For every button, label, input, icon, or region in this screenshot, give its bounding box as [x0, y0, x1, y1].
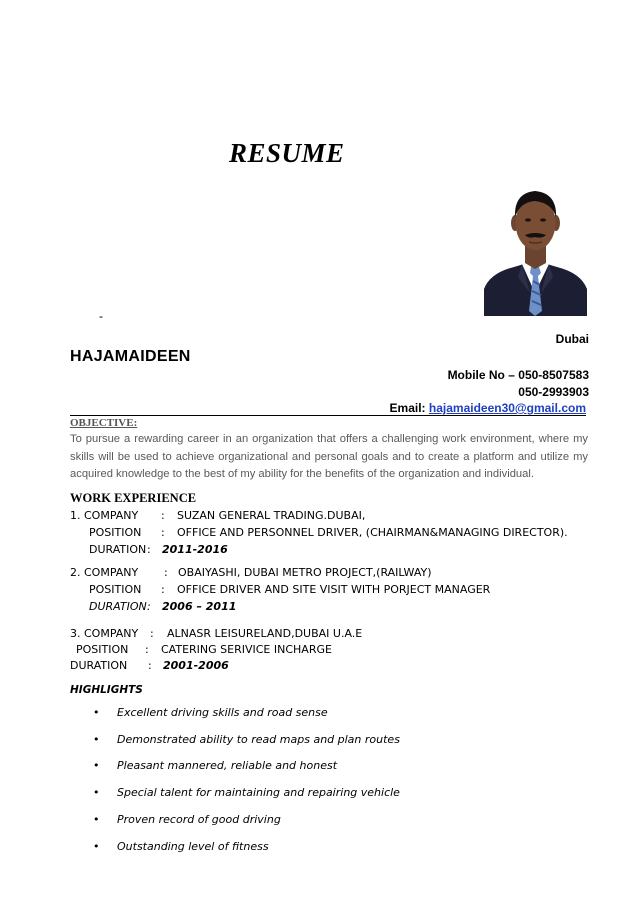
job-2-company-value: OBAIYASHI, DUBAI METRO PROJECT,(RAILWAY): [178, 566, 432, 579]
objective-text: To pursue a rewarding career in an organization that offers a challenging work environment, where my skills will be used to achieve organizational and personal goals and to create a platform and utilize my acquired knowledge to the best of my ability for the benefits of the organization and individual.: [70, 433, 588, 481]
job-2-duration-value: 2006 – 2011: [162, 600, 237, 613]
bullet-icon: •: [93, 813, 100, 826]
work-experience-heading: WORK EXPERIENCE: [70, 491, 197, 505]
bullet-icon: •: [93, 840, 100, 853]
profile-photo: [484, 181, 587, 316]
job-2-position-value: OFFICE DRIVER AND SITE VISIT WITH PORJECT MANAGER: [177, 583, 491, 596]
mobile-line: [448, 368, 589, 382]
mobile-label: Mobile No: [447, 368, 505, 382]
job-3-position: POSITION : CATERING SERIVICE INCHARGE: [76, 643, 332, 656]
job-3-duration-label: DURATION: [70, 659, 128, 672]
email-label: Email: [389, 401, 422, 415]
highlight-item: [93, 840, 269, 853]
job-2-position-label: POSITION: [89, 583, 142, 596]
job-3-position-value: CATERING SERIVICE INCHARGE: [161, 643, 332, 656]
job-3-company: 3. COMPANY : ALNASR LEISURELAND,DUBAI U.A.E: [70, 627, 363, 640]
applicant-name: HAJAMAIDEEN: [70, 348, 191, 365]
job-1-company: 1. COMPANY : SUZAN GENERAL TRADING.DUBAI,: [70, 509, 366, 522]
highlight-item: [93, 786, 400, 799]
bullet-icon: •: [93, 759, 100, 772]
mobile-number-1: 050-8507583: [518, 368, 589, 382]
job-2-duration-label: DURATION: [89, 600, 147, 613]
job-3-duration: DURATION : 2001-2006: [70, 659, 229, 672]
bullet-icon: •: [93, 706, 100, 719]
objective-heading: OBJECTIVE:: [70, 417, 138, 429]
job-1-position-value: OFFICE AND PERSONNEL DRIVER, (CHAIRMAN&MANAGING DIRECTOR).: [177, 526, 568, 539]
highlight-text: Pleasant mannered, reliable and honest: [117, 759, 338, 772]
job-3-company-value: ALNASR LEISURELAND,DUBAI U.A.E: [167, 627, 363, 640]
job-3-duration-value: 2001-2006: [163, 659, 229, 672]
job-1-duration-value: 2011-2016: [162, 543, 228, 556]
highlight-item: [93, 706, 328, 719]
highlight-item: [93, 759, 337, 772]
mobile-separator: –: [508, 368, 515, 382]
job-1-duration: DURATION: 2011-2016: [89, 543, 228, 556]
city: Dubai: [555, 332, 589, 346]
dash-mark: -: [99, 309, 103, 323]
bullet-icon: •: [93, 733, 100, 746]
job-2-duration: DURATION: 2006 – 2011: [89, 600, 237, 613]
highlight-item: [93, 813, 281, 826]
bullet-icon: •: [93, 786, 100, 799]
job-3-company-label: 3. COMPANY: [70, 627, 139, 640]
email-link[interactable]: hajamaideen30@gmail.com: [428, 401, 586, 415]
job-1-position: POSITION : OFFICE AND PERSONNEL DRIVER, (CHAIRMAN&MANAGING DIRECTOR).: [89, 526, 568, 539]
resume-title: RESUME: [229, 138, 345, 168]
header-divider: [70, 415, 586, 416]
job-1-company-value: SUZAN GENERAL TRADING.DUBAI,: [177, 509, 366, 522]
highlights-heading: HIGHLIGHTS: [70, 684, 143, 696]
job-3-position-label: POSITION: [76, 643, 129, 656]
mobile-number-2: 050-2993903: [518, 385, 589, 399]
highlight-text: Special talent for maintaining and repairing vehicle: [117, 786, 400, 799]
email-line: Email: hajamaideen30@gmail.com: [389, 401, 586, 415]
job-1-position-label: POSITION: [89, 526, 142, 539]
highlight-text: Excellent driving skills and road sense: [117, 706, 328, 719]
highlight-text: Demonstrated ability to read maps and plan routes: [117, 733, 400, 746]
job-2-company: 2. COMPANY : OBAIYASHI, DUBAI METRO PROJECT,(RAILWAY): [70, 566, 432, 579]
job-2-position: POSITION : OFFICE DRIVER AND SITE VISIT WITH PORJECT MANAGER: [89, 583, 491, 596]
highlight-text: Outstanding level of fitness: [117, 840, 269, 853]
job-2-company-label: 2. COMPANY: [70, 566, 139, 579]
profile-photo-image: [484, 181, 587, 316]
highlight-item: [93, 733, 400, 746]
job-1-duration-label: DURATION: [89, 543, 147, 556]
highlight-text: Proven record of good driving: [117, 813, 281, 826]
job-1-company-label: 1. COMPANY: [70, 509, 139, 522]
